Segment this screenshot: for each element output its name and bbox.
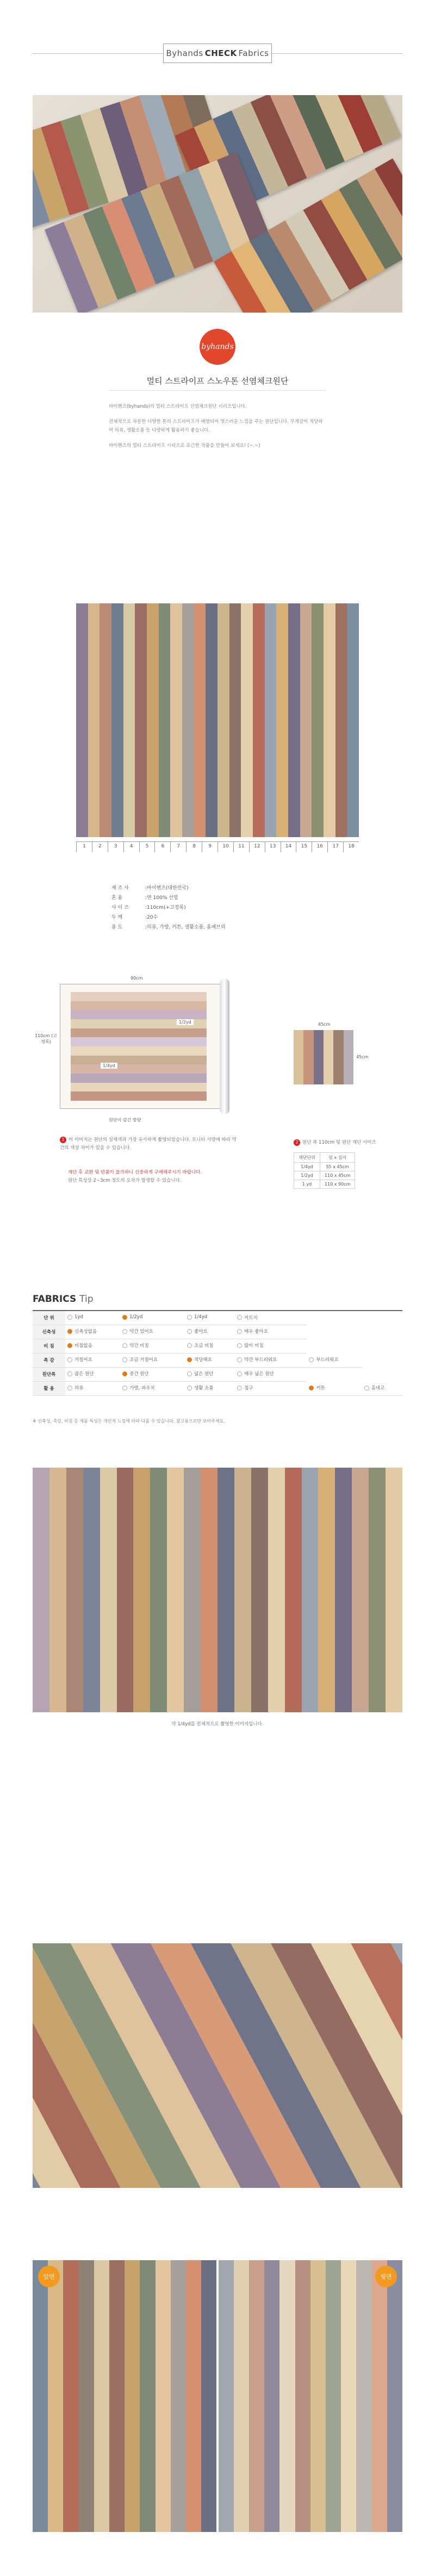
tip-row-header: 단 위 bbox=[33, 1311, 65, 1325]
tip-option-label: 넓은 원단 bbox=[194, 1371, 214, 1377]
note-1 bbox=[60, 1136, 239, 1152]
back-badge bbox=[375, 2266, 397, 2287]
radio-icon bbox=[309, 1357, 314, 1362]
tip-option bbox=[307, 1381, 362, 1395]
radio-icon bbox=[67, 1357, 72, 1362]
tip-option-label: 조금 거칠어요 bbox=[129, 1357, 158, 1363]
tip-option bbox=[235, 1339, 307, 1353]
hero-fabric-photo bbox=[33, 95, 402, 313]
cut-diagram-stripes bbox=[71, 992, 207, 1101]
table-cell: 110 x 45cm bbox=[320, 1171, 355, 1180]
ruler-tick: 1 bbox=[76, 842, 92, 852]
front-back-photos bbox=[33, 2260, 402, 2532]
table-cell: 1/2yd bbox=[294, 1171, 320, 1180]
tip-option bbox=[120, 1381, 185, 1395]
ruler-tick: 4 bbox=[123, 842, 139, 852]
brand-text: Byhands bbox=[166, 48, 203, 58]
size-table bbox=[294, 1152, 355, 1189]
radio-icon bbox=[122, 1357, 127, 1362]
note-text: 재단 후 교환 및 반품이 불가하니 신중하게 구매해주시기 바랍니다. bbox=[68, 1170, 202, 1175]
tip-option bbox=[120, 1311, 185, 1325]
tip-option bbox=[235, 1353, 307, 1367]
intro-paragraph: 바이핸즈의 멀티 스트라이프 시리즈로 포근한 작품을 만들어 보세요! (~.~) bbox=[109, 443, 260, 448]
spec-value: 의류, 가방, 커튼, 생활소품, 홈패브릭 bbox=[147, 925, 226, 930]
ruler-tick: 3 bbox=[108, 842, 123, 852]
table-cell: 110 x 90cm bbox=[320, 1180, 355, 1189]
intro-paragraph: 바이핸즈(byhands)의 멀티 스트라이프 선염체크원단 시리즈입니다. bbox=[109, 404, 247, 409]
tip-option bbox=[65, 1339, 120, 1353]
table-row bbox=[294, 1163, 355, 1171]
yd-label-quarter: 1/4yd bbox=[101, 1063, 117, 1069]
ruler-tick: 11 bbox=[233, 842, 249, 852]
tip-row-header: 촉 감 bbox=[33, 1353, 65, 1367]
tip-option bbox=[65, 1367, 120, 1381]
spec-key: 용 도 bbox=[111, 925, 123, 930]
table-row bbox=[294, 1153, 355, 1163]
ruler-tick: 18 bbox=[343, 842, 359, 852]
tip-row bbox=[33, 1353, 402, 1367]
fabrics-text: Fabrics bbox=[238, 48, 269, 58]
table-cell: 55 x 45cm bbox=[320, 1163, 355, 1171]
ruler-tick: 15 bbox=[296, 842, 312, 852]
spec-value: 20수 bbox=[147, 915, 158, 920]
radio-icon bbox=[237, 1357, 242, 1362]
radio-icon bbox=[187, 1371, 192, 1376]
ruler-tick: 16 bbox=[312, 842, 327, 852]
tip-option bbox=[65, 1381, 120, 1395]
radio-icon bbox=[237, 1343, 242, 1348]
radio-icon bbox=[122, 1386, 127, 1390]
spec-row: 사 이 즈 : 110cm(+고정폭) bbox=[111, 903, 226, 913]
intro-paragraph: 전체적으로 차분한 다양한 톤의 스트라이프가 배열되어 멋스러운 느낌을 주는 원단입니다. 무게감이 적당하여 의류, 생활소품 등 다양하게 활용하기 좋습니다. bbox=[109, 419, 323, 433]
tip-option-label: 부드러워요 bbox=[316, 1357, 339, 1363]
tip-option-label: 1/4yd bbox=[194, 1314, 208, 1320]
note-text: 원단 폭 110cm 및 원단 재단 사이즈 bbox=[302, 1140, 376, 1145]
check-text: CHECK bbox=[204, 48, 237, 58]
radio-icon bbox=[237, 1315, 242, 1320]
tip-option-label: 신축성없음 bbox=[74, 1329, 97, 1335]
spec-key: 두 께 bbox=[111, 915, 123, 920]
spec-value: 110cm(+고정폭) bbox=[147, 905, 186, 910]
front-badge bbox=[38, 2266, 60, 2287]
small-height-label: 45cm bbox=[356, 1055, 369, 1059]
tip-option-label: 좁은 원단 bbox=[74, 1371, 94, 1377]
table-cell: 1 yd bbox=[294, 1180, 320, 1189]
radio-selected-icon bbox=[309, 1386, 314, 1390]
tip-row bbox=[33, 1381, 402, 1395]
ruler-tick: 5 bbox=[139, 842, 155, 852]
radio-icon bbox=[187, 1329, 192, 1334]
tip-option bbox=[185, 1381, 235, 1395]
yd-label-half: 1/2yd bbox=[177, 1019, 194, 1025]
tip-option-label: 적당해요 bbox=[194, 1357, 212, 1363]
spec-list bbox=[111, 883, 226, 932]
spec-value: 바이핸즈(대한민국) bbox=[147, 885, 189, 891]
tip-title bbox=[33, 1294, 94, 1305]
note-marker: 1 bbox=[60, 1137, 66, 1143]
note-text: 원단 특성상 2~3cm 정도의 오차가 발생할 수 있습니다. bbox=[68, 1178, 182, 1183]
fabric-tip-table bbox=[33, 1310, 402, 1396]
height-label: 110cm (고정폭) bbox=[35, 1033, 57, 1044]
product-title: 멀티 스트라이프 스노우톤 선염체크원단 bbox=[146, 376, 289, 386]
fabric-swatch bbox=[76, 603, 359, 837]
tip-option-label: 1/2yd bbox=[129, 1314, 143, 1320]
logo-text: byhands bbox=[201, 342, 234, 351]
radio-icon bbox=[122, 1343, 127, 1348]
spec-key: 사 이 즈 bbox=[111, 905, 129, 910]
radio-icon bbox=[187, 1343, 192, 1348]
tip-option-label: 조금 비침 bbox=[194, 1343, 214, 1349]
tip-option bbox=[185, 1367, 235, 1381]
tip-option bbox=[235, 1367, 307, 1381]
front-label: 앞면 bbox=[43, 2273, 55, 2280]
radio-icon bbox=[187, 1315, 192, 1320]
tip-row-header: 활 용 bbox=[33, 1381, 65, 1395]
ruler-tick: 13 bbox=[265, 842, 281, 852]
spec-key: 혼 용 bbox=[111, 895, 123, 901]
ruler-tick: 2 bbox=[92, 842, 108, 852]
tip-option-label: 1yd bbox=[74, 1314, 83, 1320]
small-width-label: 45cm bbox=[318, 1022, 331, 1027]
tip-option-label: 약간 비침 bbox=[129, 1343, 149, 1349]
radio-icon bbox=[122, 1329, 127, 1334]
radio-selected-icon bbox=[67, 1329, 72, 1334]
tip-row-header: 신축성 bbox=[33, 1325, 65, 1339]
fabric-roll-icon bbox=[220, 978, 229, 1114]
radio-selected-icon bbox=[122, 1371, 127, 1376]
tip-option bbox=[120, 1367, 185, 1381]
tip-option-label: 홈데코 bbox=[371, 1386, 385, 1391]
radio-icon bbox=[237, 1386, 242, 1390]
spec-key: 제 조 사 bbox=[111, 885, 129, 891]
radio-icon bbox=[67, 1386, 72, 1390]
ruler-tick: 9 bbox=[202, 842, 217, 852]
header-rule-right bbox=[272, 53, 402, 54]
tip-option bbox=[307, 1353, 362, 1367]
tip-row-header: 비 침 bbox=[33, 1339, 65, 1353]
tip-option-label: 매우 넓은 원단 bbox=[244, 1371, 274, 1377]
note-2 bbox=[68, 1169, 242, 1185]
radio-icon bbox=[67, 1371, 72, 1376]
ruler-tick: 14 bbox=[281, 842, 296, 852]
radio-selected-icon bbox=[67, 1343, 72, 1348]
tip-option bbox=[120, 1353, 185, 1367]
roll-direction-label: 원단이 감긴 방향 bbox=[109, 1118, 141, 1122]
radio-icon bbox=[237, 1329, 242, 1334]
radio-icon bbox=[67, 1315, 72, 1320]
tip-option-label: 커튼 bbox=[316, 1386, 325, 1391]
tip-option-label: 거칠어요 bbox=[74, 1357, 92, 1363]
tip-option-label: 좋아요 bbox=[194, 1329, 208, 1335]
ruler-tick: 17 bbox=[327, 842, 343, 852]
tip-option bbox=[235, 1325, 307, 1339]
tip-option bbox=[235, 1381, 307, 1395]
header bbox=[0, 0, 435, 82]
tip-option bbox=[120, 1339, 185, 1353]
tip-option-label: 중간 원단 bbox=[129, 1371, 149, 1377]
tip-row bbox=[33, 1325, 402, 1339]
tip-option-label: 약간 부드러워요 bbox=[244, 1357, 277, 1363]
radio-selected-icon bbox=[187, 1357, 192, 1362]
diagonal-stripes bbox=[33, 1943, 402, 2188]
header-title bbox=[163, 43, 272, 63]
table-row bbox=[294, 1171, 355, 1180]
ruler-tick: 6 bbox=[154, 842, 170, 852]
intro-text bbox=[109, 402, 326, 457]
tip-option bbox=[235, 1311, 307, 1325]
table-cell: 1/4yd bbox=[294, 1163, 320, 1171]
ruler-tick: 10 bbox=[217, 842, 233, 852]
spec-row: 제 조 사 : 바이핸즈(대한민국) bbox=[111, 883, 226, 893]
tip-option-label: 비침없음 bbox=[74, 1343, 92, 1349]
radio-icon bbox=[237, 1371, 242, 1376]
tip-option bbox=[362, 1381, 402, 1395]
spec-row: 용 도 : 의류, 가방, 커튼, 생활소품, 홈패브릭 bbox=[111, 922, 226, 932]
tip-option bbox=[185, 1325, 235, 1339]
small-swatch bbox=[294, 1030, 353, 1084]
tip-option bbox=[185, 1353, 235, 1367]
note-marker: 2 bbox=[294, 1139, 300, 1146]
spec-row: 혼 용 : 면 100% 선염 bbox=[111, 893, 226, 903]
spec-value: 면 100% 선염 bbox=[147, 895, 178, 901]
note-text: 이 이미지는 원단의 실제색과 가장 유사하게 촬영되었습니다. 모니터 사양에 따라 약간의 색상 차이가 있을 수 있습니다. bbox=[60, 1137, 237, 1151]
table-cell: 원 x 길이 bbox=[320, 1153, 355, 1163]
tip-option bbox=[120, 1325, 185, 1339]
ruler-tick: 7 bbox=[170, 842, 186, 852]
tip-option-label: 생활 소품 bbox=[194, 1386, 214, 1392]
table-cell: 재단단위 bbox=[294, 1153, 320, 1163]
width-label: 90cm bbox=[130, 976, 143, 981]
ruler-tick: 8 bbox=[186, 842, 202, 852]
photo-caption: 약 1/4yd를 전체적으로 촬영한 이미지입니다. bbox=[171, 1722, 264, 1727]
ruler-tick: 12 bbox=[249, 842, 265, 852]
back-label: 뒷면 bbox=[380, 2273, 392, 2280]
cm-ruler bbox=[76, 841, 359, 852]
radio-selected-icon bbox=[122, 1315, 127, 1320]
tip-option-label: 침구 bbox=[244, 1386, 253, 1392]
tip-option-label: 많이 비침 bbox=[244, 1343, 264, 1349]
radio-icon bbox=[187, 1386, 192, 1390]
back-photo bbox=[217, 2260, 403, 2532]
tip-option bbox=[65, 1311, 120, 1325]
tip-row bbox=[33, 1311, 402, 1325]
tip-row bbox=[33, 1339, 402, 1353]
tip-option bbox=[185, 1339, 235, 1353]
tip-option-label: 약간 있어요 bbox=[129, 1329, 153, 1335]
tip-row-header: 원단폭 bbox=[33, 1367, 65, 1381]
brand-logo bbox=[200, 329, 235, 365]
tip-option-label: 커트지 bbox=[244, 1315, 258, 1321]
tip-option-label: 가방, 파우치 bbox=[129, 1386, 155, 1392]
tip-option-label: 의류 bbox=[74, 1386, 84, 1392]
tip-option-label: 매우 좋아요 bbox=[244, 1329, 268, 1335]
title-divider bbox=[109, 390, 326, 391]
tip-option bbox=[65, 1353, 120, 1367]
front-photo bbox=[33, 2260, 217, 2532]
radio-icon bbox=[364, 1386, 369, 1390]
tip-title-sub: Tip bbox=[79, 1294, 94, 1305]
tip-title-main: FABRICS bbox=[33, 1294, 77, 1305]
spec-row: 두 께 : 20수 bbox=[111, 913, 226, 922]
header-rule-left bbox=[33, 53, 163, 54]
fabric-photo-diagonal bbox=[33, 1943, 402, 2188]
note-3 bbox=[294, 1139, 413, 1147]
tip-row bbox=[33, 1367, 402, 1381]
fabric-photo-flat bbox=[33, 1468, 402, 1712]
tip-option bbox=[65, 1325, 120, 1339]
table-row bbox=[294, 1180, 355, 1189]
tip-option bbox=[185, 1311, 235, 1325]
tip-note: ※ 신축성, 촉감, 비침 등 제품 특성은 개인적 느낌에 따라 다를 수 있습니다. 참고용으로만 보아주세요. bbox=[33, 1419, 225, 1424]
